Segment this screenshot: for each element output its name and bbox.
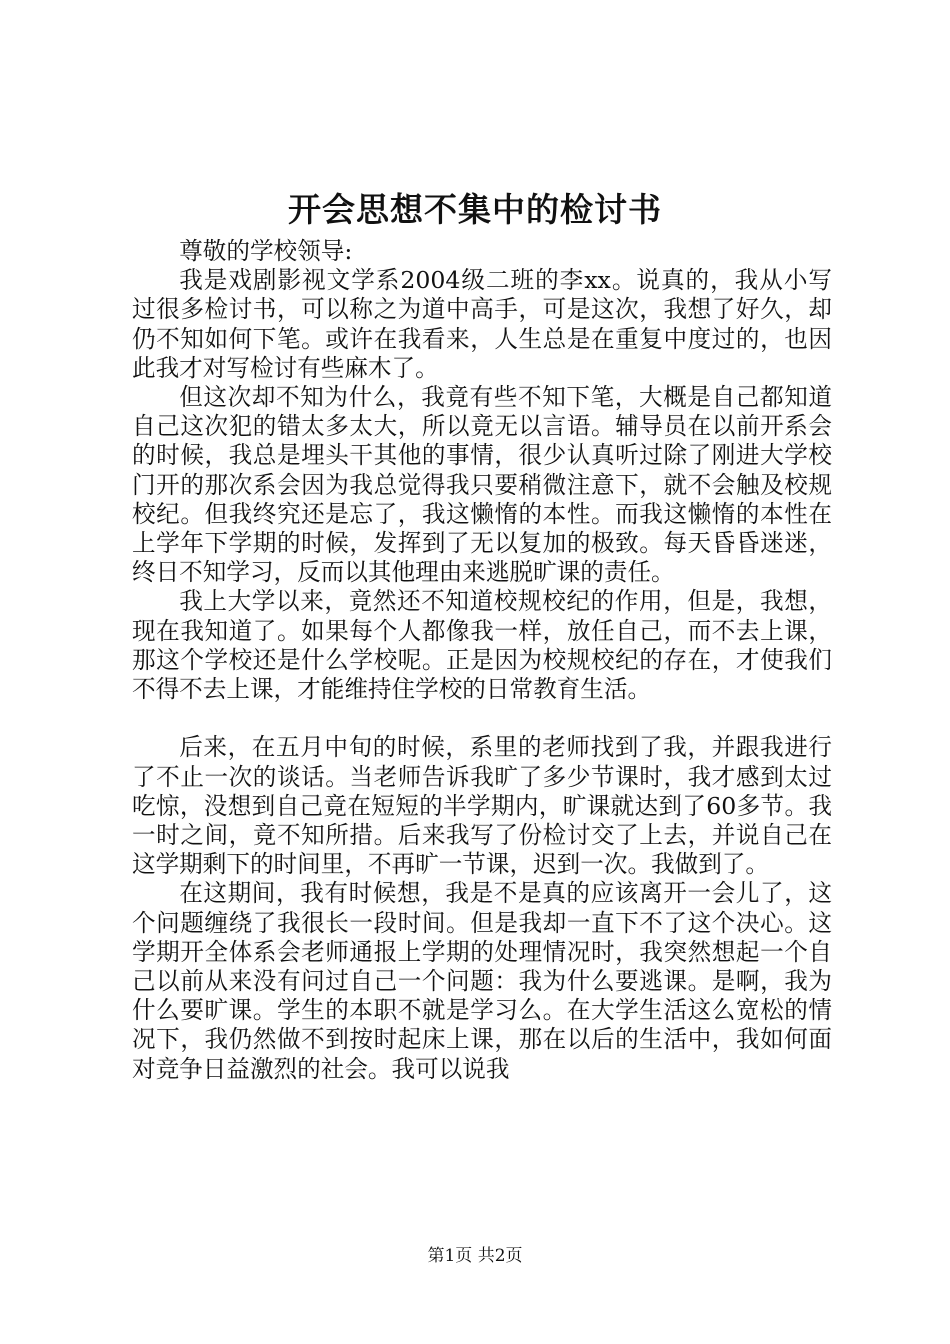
document-body — [132, 237, 832, 1084]
document-title: 开会思想不集中的检讨书 — [288, 190, 662, 229]
paragraph-2: 但这次却不知为什么，我竟有些不知下笔，大概是自己都知道自己这次犯的错太多太大，所以竟无以言语。辅导员在以前开系会的时候，我总是埋头干其他的事情，很少认真听过除了刚进大学校门开的那次系会因为我总觉得我只要稍微注意下，就不会触及校规校纪。但我终究还是忘了，我这懒惰的本性。而我这懒惰的本性在上学年下学期的时候，发挥到了无以复加的极致。每天昏昏迷迷，终日不知学习，反而以其他理由来逃脱旷课的责任。 — [132, 383, 832, 587]
paragraph-5: 在这期间，我有时候想，我是不是真的应该离开一会儿了，这个问题缠绕了我很长一段时间。但是我却一直下不了这个决心。这学期开全体系会老师通报上学期的处理情况时，我突然想起一个自己以前从来没有问过自己一个问题：我为什么要逃课。是啊，我为什么要旷课。学生的本职不就是学习么。在大学生活这么宽松的情况下，我仍然做不到按时起床上课，那在以后的生活中，我如何面对竞争日益激烈的社会。我可以说我 — [132, 879, 832, 1083]
page-footer: 第1页 共2页 — [427, 1246, 523, 1266]
paragraph-3: 我上大学以来，竟然还不知道校规校纪的作用，但是，我想，现在我知道了。如果每个人都像我一样，放任自己，而不去上课，那这个学校还是什么学校呢。正是因为校规校纪的存在，才使我们不得不去上课，才能维持住学校的日常教育生活。 — [132, 587, 832, 704]
paragraph-1: 我是戏剧影视文学系2004级二班的李xx。说真的，我从小写过很多检讨书，可以称之为道中高手，可是这次，我想了好久，却仍不知如何下笔。或许在我看来，人生总是在重复中度过的，也因此我才对写检讨有些麻木了。 — [132, 266, 832, 382]
paragraph-4: 后来，在五月中旬的时候，系里的老师找到了我，并跟我进行了不止一次的谈话。当老师告诉我旷了多少节课时，我才感到太过吃惊，没想到自己竟在短短的半学期内，旷课就达到了60多节。我一时之间，竟不知所措。后来我写了份检讨交了上去，并说自己在这学期剩下的时间里，不再旷一节课，迟到一次。我做到了。 — [132, 733, 832, 879]
salutation: 尊敬的学校领导: — [179, 237, 353, 265]
